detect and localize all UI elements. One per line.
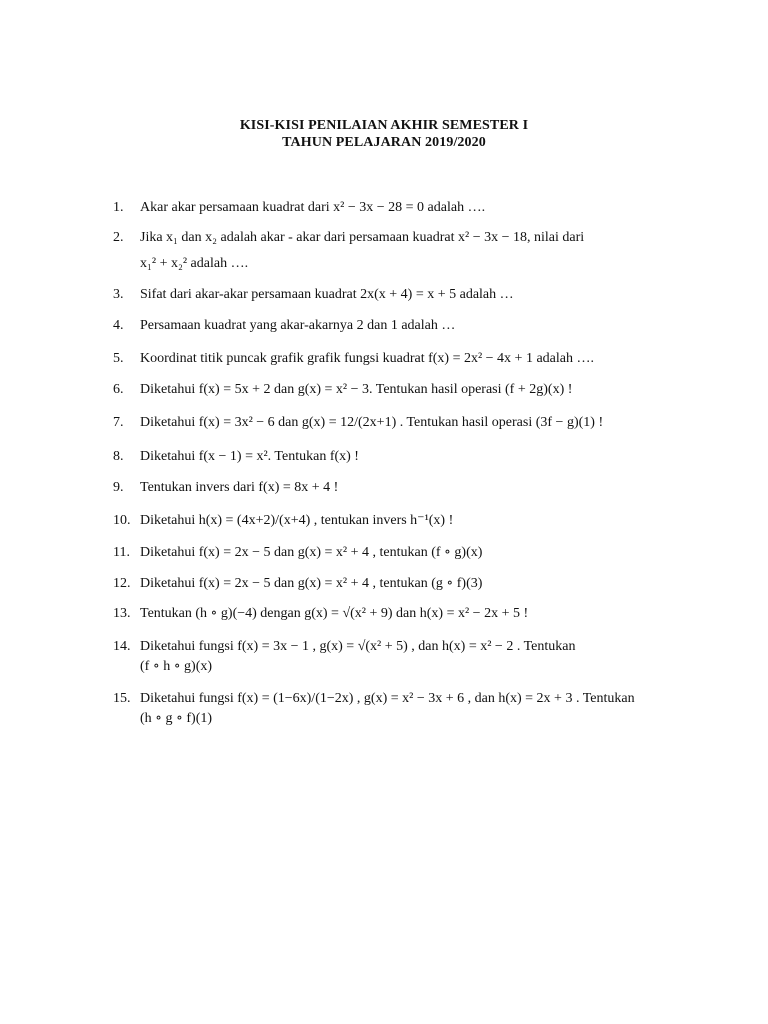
question-item (113, 228, 673, 276)
question-text-continued: (f ∘ h ∘ g)(x) (140, 659, 213, 674)
question-number: 4. (113, 318, 124, 333)
question-text-continued: (h ∘ g ∘ f)(1) (140, 711, 213, 726)
question-number: 1. (113, 200, 124, 215)
document-title: KISI-KISI PENILAIAN AKHIR SEMESTER I (239, 118, 529, 133)
question-text: Persamaan kuadrat yang akar-akarnya 2 dan 1 adalah … (140, 318, 456, 333)
question-number: 12. (113, 576, 131, 591)
question-text: Diketahui f(x) = 2x − 5 dan g(x) = x² + 4 , tentukan (g ∘ f)(3) (140, 576, 483, 591)
question-number: 14. (113, 639, 131, 654)
question-number: 7. (113, 415, 124, 430)
question-text: Diketahui fungsi f(x) = (1−6x)/(1−2x) , g(x) = x² − 3x + 6 , dan h(x) = 2x + 3 . Tentukan (140, 691, 635, 706)
question-text-continued: x₁² + x₂² adalah …. (140, 256, 249, 271)
question-item (113, 637, 673, 681)
question-number: 2. (113, 230, 124, 245)
document-subtitle: TAHUN PELAJARAN 2019/2020 (282, 135, 486, 150)
question-text: Diketahui f(x − 1) = x². Tentukan f(x) ! (140, 449, 359, 464)
question-text: Diketahui f(x) = 2x − 5 dan g(x) = x² + 4 , tentukan (f ∘ g)(x) (140, 545, 483, 560)
question-text: Koordinat titik puncak grafik grafik fungsi kuadrat f(x) = 2x² − 4x + 1 adalah …. (140, 351, 594, 366)
question-text: Akar akar persamaan kuadrat dari x² − 3x − 28 = 0 adalah …. (140, 200, 486, 215)
question-number: 11. (113, 545, 130, 560)
question-text: Diketahui f(x) = 5x + 2 dan g(x) = x² − 3. Tentukan hasil operasi (f + 2g)(x) ! (140, 382, 573, 397)
question-number: 10. (113, 513, 131, 528)
question-text: Diketahui fungsi f(x) = 3x − 1 , g(x) = √(x² + 5) , dan h(x) = x² − 2 . Tentukan (140, 639, 576, 654)
question-text: Diketahui h(x) = (4x+2)/(x+4) , tentukan invers h⁻¹(x) ! (140, 513, 454, 528)
question-number: 15. (113, 691, 131, 706)
question-text: Diketahui f(x) = 3x² − 6 dan g(x) = 12/(2x+1) . Tentukan hasil operasi (3f − g)(1) ! (140, 415, 604, 430)
question-number: 8. (113, 449, 124, 464)
question-text: Sifat dari akar-akar persamaan kuadrat 2x(x + 4) = x + 5 adalah … (140, 287, 514, 302)
question-number: 3. (113, 287, 124, 302)
question-number: 13. (113, 606, 131, 621)
question-number: 9. (113, 480, 124, 495)
question-item (113, 689, 673, 733)
question-text: Tentukan invers dari f(x) = 8x + 4 ! (140, 480, 339, 495)
question-number: 6. (113, 382, 124, 397)
question-text: Tentukan (h ∘ g)(−4) dengan g(x) = √(x² + 9) dan h(x) = x² − 2x + 5 ! (140, 606, 529, 621)
question-text: Jika x₁ dan x₂ adalah akar - akar dari persamaan kuadrat x² − 3x − 18, nilai dari (140, 230, 585, 245)
question-number: 5. (113, 351, 124, 366)
